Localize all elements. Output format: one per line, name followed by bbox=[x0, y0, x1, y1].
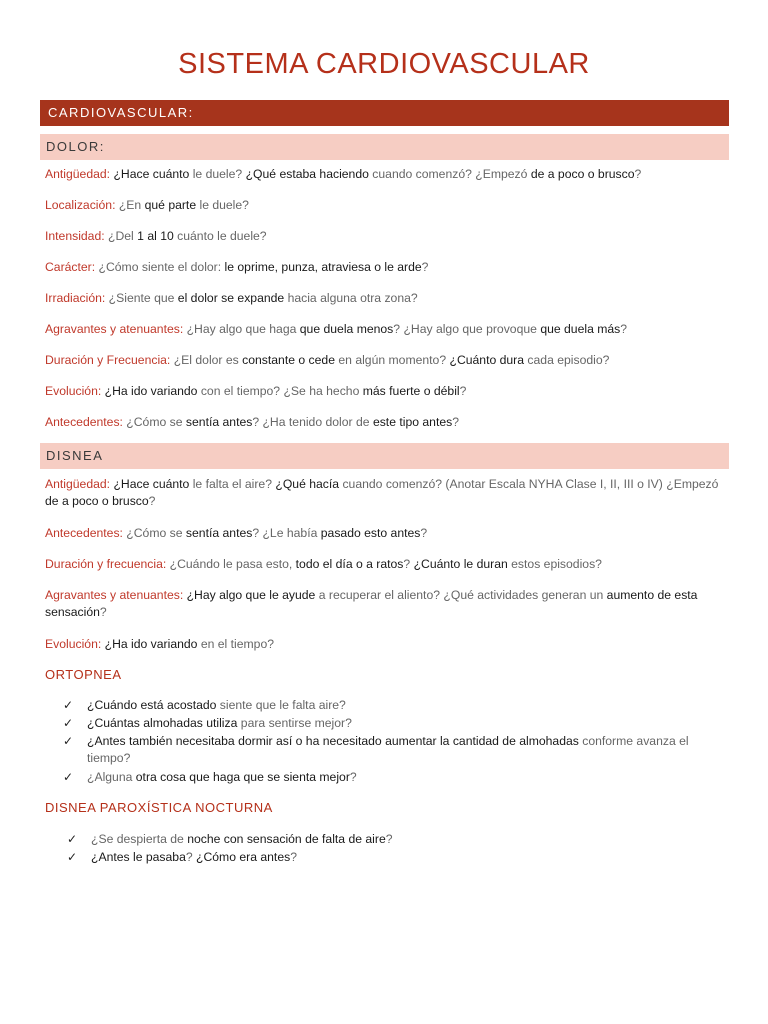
field-label: Evolución: bbox=[45, 384, 102, 398]
section-header-disnea: DISNEA bbox=[40, 443, 729, 469]
dolor-localizacion: Localización: ¿En qué parte le duele? bbox=[45, 198, 249, 212]
field-label: Duración y frecuencia: bbox=[45, 557, 167, 571]
field-label: Antigüedad: bbox=[45, 477, 111, 491]
checkmark-icon: ✓ bbox=[67, 850, 78, 864]
disnea-antiguedad: Antigüedad: ¿Hace cuánto le falta el aire? ¿Qué hacía cuando comenzó? (Anotar Escala NYHA Clase I, II, III o IV) ¿Empezó de a poco o brusco? bbox=[45, 477, 719, 508]
field-label: Antecedentes: bbox=[45, 526, 123, 540]
dolor-irradiacion: Irradiación: ¿Siente que el dolor se expande hacia alguna otra zona? bbox=[45, 291, 418, 305]
document-page: SISTEMA CARDIOVASCULAR CARDIOVASCULAR: DOLOR: Antigüedad: ¿Hace cuánto le duele? ¿Qué estaba haciendo cuando comenzó? ¿Empezó de a poco o brusco? Localización: ¿En qué parte le duele? Intensidad: ¿Del 1 al 10 cuánto le duele? Carácter: ¿Cómo siente el dolor: le oprime, punza, atraviesa o le arde? Irradiación: ¿Siente que el dolor se expande hacia alguna otra zona? Agravantes y atenuantes: ¿Hay algo que haga que duela menos? ¿Hay algo que provoque que duela más? Duración y Frecuencia: ¿El dolor es constante o cede en algún momento? ¿Cuánto dura cada episodio? Evolución: ¿Ha ido variando con el tiempo? ¿Se ha hecho más fuerte o débil? Antecedentes: ¿Cómo se sentía antes? ¿Ha tenido dolor de este tipo antes? DISNEA Antigüedad: ¿Hace cuánto le falta el aire? ¿Qué hacía cuando comenzó? (Anotar Escala NYHA Clase I, II, III o IV) ¿Empezó de a poco o brusco? Antecedentes: ¿Cómo se sentía antes? ¿Le había pasado esto antes? Duración y frecuencia: ¿Cuándo le pasa esto, todo el día o a ratos? ¿Cuánto le duran estos episodios? Agravantes y atenuantes: ¿Hay algo que le ayude a recuperar el aliento? ¿Qué actividades generan un aumento de esta sensación? Evolución: ¿Ha ido variando en el tiempo? ORTOPNEA ✓ ¿Cuándo está acostado siente que le falta aire? ✓ ¿Cuántas almohadas utiliza para sentirse mejor? ✓ ¿Antes también necesitaba dormir así o ha necesitado aumentar la cantidad de almohadas conforme avanza el tiempo? ✓ ¿Alguna otra cosa que haga que se sienta mejor? DISNEA PAROXÍSTICA NOCTURNA ✓ ¿Se despierta de noche con sensación de falta de aire? ✓ ¿Antes le pasaba? ¿Cómo era antes? bbox=[0, 0, 768, 1024]
dolor-intensidad: Intensidad: ¿Del 1 al 10 cuánto le duele? bbox=[45, 229, 267, 243]
checkmark-icon: ✓ bbox=[63, 734, 74, 748]
field-label: Intensidad: bbox=[45, 229, 105, 243]
dolor-evolucion: Evolución: ¿Ha ido variando con el tiempo? ¿Se ha hecho más fuerte o débil? bbox=[45, 384, 467, 398]
field-label: Agravantes y atenuantes: bbox=[45, 588, 184, 602]
field-label: Agravantes y atenuantes: bbox=[45, 322, 184, 336]
field-label: Antecedentes: bbox=[45, 415, 123, 429]
subsection-title-ortopnea: ORTOPNEA bbox=[45, 667, 122, 682]
subsection-title-dpn: DISNEA PAROXÍSTICA NOCTURNA bbox=[45, 800, 273, 815]
dolor-caracter: Carácter: ¿Cómo siente el dolor: le oprime, punza, atraviesa o le arde? bbox=[45, 260, 429, 274]
disnea-evolucion: Evolución: ¿Ha ido variando en el tiempo? bbox=[45, 637, 274, 651]
field-label: Duración y Frecuencia: bbox=[45, 353, 171, 367]
field-label: Localización: bbox=[45, 198, 116, 212]
field-label: Irradiación: bbox=[45, 291, 106, 305]
field-label: Carácter: bbox=[45, 260, 96, 274]
checkmark-icon: ✓ bbox=[67, 832, 78, 846]
page-title: SISTEMA CARDIOVASCULAR bbox=[178, 48, 590, 80]
dolor-agravantes: Agravantes y atenuantes: ¿Hay algo que haga que duela menos? ¿Hay algo que provoque que duela más? bbox=[45, 322, 628, 336]
field-label: Evolución: bbox=[45, 637, 102, 651]
dolor-antecedentes: Antecedentes: ¿Cómo se sentía antes? ¿Ha tenido dolor de este tipo antes? bbox=[45, 415, 459, 429]
field-label: Antigüedad: bbox=[45, 167, 111, 181]
section-header-cardiovascular: CARDIOVASCULAR: bbox=[40, 100, 729, 126]
disnea-antecedentes: Antecedentes: ¿Cómo se sentía antes? ¿Le había pasado esto antes? bbox=[45, 526, 428, 540]
disnea-agravantes: Agravantes y atenuantes: ¿Hay algo que le ayude a recuperar el aliento? ¿Qué actividades generan un aumento de esta sensación? bbox=[45, 588, 698, 619]
checkmark-icon: ✓ bbox=[63, 716, 74, 730]
checkmark-icon: ✓ bbox=[63, 698, 74, 712]
disnea-duracion: Duración y frecuencia: ¿Cuándo le pasa esto, todo el día o a ratos? ¿Cuánto le duran estos episodios? bbox=[45, 557, 602, 571]
section-header-dolor: DOLOR: bbox=[40, 134, 729, 160]
dolor-duracion: Duración y Frecuencia: ¿El dolor es constante o cede en algún momento? ¿Cuánto dura cada episodio? bbox=[45, 353, 610, 367]
dolor-antiguedad: Antigüedad: ¿Hace cuánto le duele? ¿Qué estaba haciendo cuando comenzó? ¿Empezó de a poco o brusco? bbox=[45, 167, 642, 181]
checkmark-icon: ✓ bbox=[63, 770, 74, 784]
